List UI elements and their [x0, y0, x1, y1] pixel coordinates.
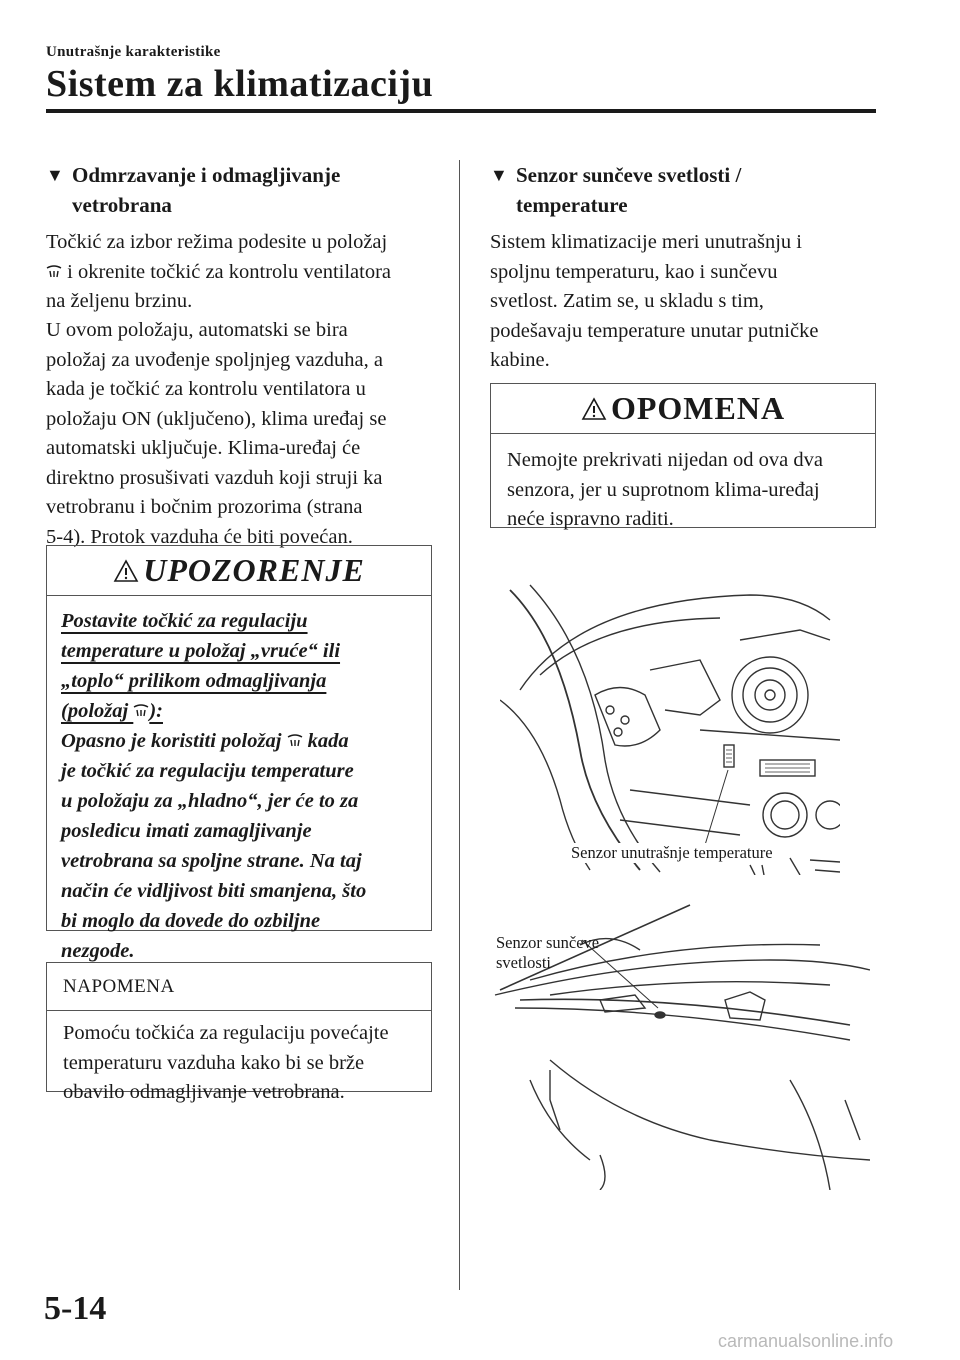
- warning-line: temperature u položaj „vruće“ ili: [61, 640, 341, 662]
- warning-line: način će vidljivost biti smanjena, što: [61, 880, 367, 902]
- text-line: direktno prosušivati vazduh koji struji ka: [46, 466, 383, 489]
- note-line: Pomoću točkića za regulaciju povećajte: [63, 1022, 389, 1044]
- defrost-mode-icon: [133, 704, 149, 718]
- text-line: položaju ON (uključeno), klima uređaj se: [46, 407, 387, 430]
- text-line: položaj za uvođenje spoljnjeg vazduha, a: [46, 348, 383, 371]
- breadcrumb: Unutrašnje karakteristike: [46, 44, 221, 60]
- watermark: carmanualsonline.info: [718, 1331, 894, 1351]
- warning-line: [61, 726, 417, 756]
- warning-line: nezgode.: [61, 940, 135, 962]
- warning-triangle-icon: [581, 397, 607, 421]
- warning-line: bi moglo da dovede do ozbiljne: [61, 910, 321, 932]
- warning-line: [61, 696, 417, 726]
- heading-line: temperature: [516, 193, 628, 217]
- text-line: automatski uključuje. Klima-uređaj će: [46, 437, 361, 459]
- warning-body: [47, 596, 431, 976]
- warning-triangle-icon: [113, 559, 139, 583]
- text-fragment: ):: [149, 700, 163, 722]
- warning-line: Postavite točkić za regulaciju: [61, 610, 308, 632]
- defrost-detail-paragraph: [46, 316, 446, 552]
- sensor-paragraph: [490, 228, 880, 376]
- text-line: podešavaju temperature unutar putničke: [490, 319, 819, 342]
- heading-line: Senzor sunčeve svetlosti /: [516, 163, 742, 187]
- text-line: Sistem klimatizacije meri unutrašnju i: [490, 231, 802, 253]
- defrost-mode-icon: [287, 734, 303, 748]
- label-line: svetlosti: [496, 953, 552, 972]
- caution-body: [491, 434, 875, 547]
- text-line: 5-4). Protok vazduha će biti povećan.: [46, 525, 353, 548]
- text-fragment: Opasno je koristiti položaj: [61, 730, 287, 752]
- note-line: obavilo odmagljivanje vetrobrana.: [63, 1081, 345, 1103]
- text-line: kabine.: [490, 349, 550, 371]
- defrost-intro-paragraph: [46, 228, 446, 317]
- caution-box: [490, 383, 876, 528]
- warning-header: [47, 546, 431, 596]
- section-heading-sensor: [490, 160, 880, 220]
- text-line: spoljnu temperaturu, kao i sunčevu: [490, 260, 778, 283]
- column-divider: [459, 160, 460, 1290]
- text-fragment: (položaj: [61, 700, 134, 722]
- heading-line: Odmrzavanje i odmagljivanje: [72, 163, 341, 187]
- warning-box: [46, 545, 432, 962]
- note-line: temperaturu vazduha kako bi se brže: [63, 1051, 365, 1074]
- text-line: svetlost. Zatim se, u skladu s tim,: [490, 290, 764, 312]
- note-header: NAPOMENA: [47, 963, 431, 1011]
- label-line: Senzor sunčeve: [496, 933, 600, 952]
- text-line: na željenu brzinu.: [46, 290, 193, 312]
- title-rule: [46, 109, 876, 113]
- note-body: [47, 1011, 431, 1120]
- note-box: [46, 962, 432, 1103]
- page-title: Sistem za klimatizaciju: [46, 63, 434, 105]
- text-line: Točkić za izbor režima podesite u položaj: [46, 231, 388, 253]
- caution-title: OPOMENA: [610, 390, 786, 426]
- triangle-bullet-icon: ▼: [46, 165, 64, 185]
- text-line: vetrobranu i bočnim prozorima (strana: [46, 496, 363, 518]
- caution-header: [491, 384, 875, 434]
- text-line: [46, 258, 446, 288]
- warning-line: „toplo“ prilikom odmagljivanja: [61, 670, 327, 692]
- caution-line: senzora, jer u suprotnom klima-uređaj: [507, 478, 820, 501]
- text-fragment: kada: [302, 730, 349, 752]
- warning-title: UPOZORENJE: [143, 552, 365, 588]
- page-number: 5-14: [44, 1290, 107, 1327]
- heading-line: vetrobrana: [72, 193, 172, 217]
- triangle-bullet-icon: ▼: [490, 165, 508, 185]
- caution-line: neće ispravno raditi.: [507, 508, 674, 530]
- figure-label-sun-sensor: [496, 933, 599, 973]
- text-line: U ovom položaju, automatski se bira: [46, 319, 348, 341]
- figure-label-interior-sensor: Senzor unutrašnje temperature: [571, 843, 773, 862]
- caution-line: Nemojte prekrivati nijedan od ova dva: [507, 449, 823, 471]
- warning-line: je točkić za regulaciju temperature: [61, 760, 354, 782]
- defrost-mode-icon: [46, 265, 62, 279]
- section-heading-defrost: [46, 160, 446, 220]
- warning-line: vetrobrana sa spoljne strane. Na taj: [61, 850, 362, 872]
- text-fragment: i okrenite točkić za kontrolu ventilatora: [62, 260, 392, 283]
- text-line: kada je točkić za kontrolu ventilatora u: [46, 378, 366, 400]
- warning-line: u položaju za „hladno“, jer će to za: [61, 790, 359, 812]
- warning-line: posledicu imati zamagljivanje: [61, 820, 312, 842]
- dashboard-illustration: [500, 580, 840, 875]
